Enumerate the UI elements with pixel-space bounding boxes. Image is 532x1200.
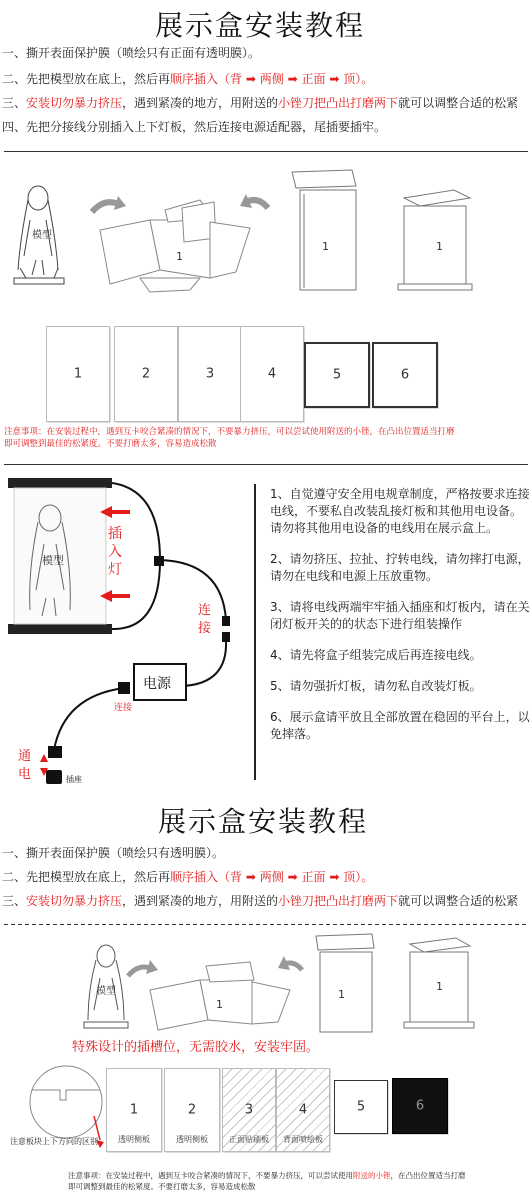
caution-note: 注意事项：在安装过程中，遇到互卡咬合紧凑的情况下，不要暴力挤压，可以尝试使用附送的小锉，在凸出位置适当打磨 即可调整到最佳的松紧度。不要打磨太多，容易造成松散 <box>4 427 455 449</box>
rule-item: 6、展示盒请平放且全部放置在稳固的平台上，以免摔落。 <box>270 710 530 741</box>
step-2: 二、先把模型放在底上，然后再顺序插入（背 ➡ 两侧 ➡ 正面 ➡ 顶）。 <box>2 870 374 884</box>
step-3: 三、安装切勿暴力挤压，遇到紧凑的地方，用附送的小锉刀把凸出打磨两下就可以调整合适的松紧 <box>2 894 519 908</box>
svg-text:模型: 模型 <box>96 986 116 997</box>
unfolded-box <box>150 962 290 1030</box>
model-label: 模型 <box>32 230 52 241</box>
curved-arrow-icon <box>128 967 150 976</box>
panel-1: 1 透明侧板 <box>106 1068 162 1152</box>
arrow-up-icon <box>40 754 48 762</box>
arrow-right-icon: ➡ <box>287 72 298 86</box>
panel-4: 4 背面喷绘板 <box>276 1068 330 1152</box>
panel-6: 6 <box>372 342 438 408</box>
divider <box>4 464 528 465</box>
svg-text:1: 1 <box>436 980 443 993</box>
arrow-right-icon: ➡ <box>245 72 256 86</box>
open-box <box>316 934 374 1032</box>
rule-item: 4、请先将盒子组装完成后再连接电线。 <box>270 648 482 662</box>
divider-vertical <box>254 484 256 780</box>
svg-text:1: 1 <box>216 998 223 1011</box>
panel-2: 2 <box>114 326 178 422</box>
svg-text:插: 插 <box>108 526 122 542</box>
slot-caption: 特殊设计的插槽位，无需胶水，安装牢固。 <box>72 1040 320 1055</box>
svg-text:1: 1 <box>436 240 443 253</box>
svg-text:电源: 电源 <box>143 676 171 692</box>
connector-icon <box>222 616 230 626</box>
panel-3: 3 <box>178 326 242 422</box>
svg-text:1: 1 <box>338 988 345 1001</box>
svg-text:灯: 灯 <box>108 562 122 578</box>
divider-dashed <box>4 924 528 925</box>
assembly-illustration-2 <box>0 930 532 1040</box>
panel-6: 6 <box>392 1078 448 1134</box>
caution-note-2: 注意事项：在安装过程中，遇到互卡咬合紧凑的情况下，不要暴力挤压，可以尝试使用附送的小锉，在凸出位置适当打磨 即可调整到最佳的松紧度。不要打磨太多，容易造成松散 <box>68 1171 466 1191</box>
rule-item: 5、请勿强折灯板，请勿私自改装灯板。 <box>270 679 482 693</box>
svg-text:电: 电 <box>18 767 32 782</box>
plug-icon <box>48 746 62 758</box>
svg-text:连: 连 <box>198 603 212 618</box>
open-box <box>292 170 356 290</box>
unfolded-box <box>100 200 250 292</box>
power-wire <box>182 640 226 686</box>
bottom-light-board <box>8 624 112 634</box>
arrow-right-icon: ➡ <box>329 72 340 86</box>
svg-text:插座: 插座 <box>66 775 82 784</box>
step-1: 一、撕开表面保护膜（喷绘只有透明膜）。 <box>2 846 225 860</box>
page-title: 展示盒安装教程 <box>155 9 366 42</box>
splitter-icon <box>154 556 164 566</box>
rule-item: 2、请勿挤压、拉扯、拧转电线，请勿摔打电源，请勿在电线和电源上压放重物。 <box>270 552 530 583</box>
connector-icon <box>222 632 230 642</box>
assembly-illustration <box>0 160 532 300</box>
panel-3: 3 正面贴刷板 <box>222 1068 276 1152</box>
panel-5: 5 <box>304 342 370 408</box>
plug-wire <box>54 688 124 750</box>
svg-text:通: 通 <box>18 749 32 764</box>
safety-rules <box>270 486 532 743</box>
socket-icon <box>46 770 62 784</box>
panel-4: 4 <box>240 326 304 422</box>
zoom-circle <box>30 1066 102 1138</box>
svg-text:1: 1 <box>176 250 183 263</box>
page-title-2: 展示盒安装教程 <box>158 805 369 838</box>
panel-1: 1 <box>46 326 110 422</box>
step-2: 二、先把模型放在底上，然后再顺序插入（背 ➡ 两侧 ➡ 正面 ➡ 顶）。 <box>2 72 374 86</box>
svg-text:1: 1 <box>322 240 329 253</box>
svg-text:入: 入 <box>108 544 122 560</box>
direction-note: 注意板块上下方向的区别 <box>10 1137 98 1146</box>
curved-arrow-icon <box>92 202 118 212</box>
arrow-right-icon: ➡ <box>245 870 256 884</box>
divider <box>4 151 528 152</box>
closed-box <box>398 190 472 290</box>
wiring-diagram <box>0 470 260 790</box>
step-3: 三、安装切勿暴力挤压，遇到紧凑的地方，用附送的小锉刀把凸出打磨两下就可以调整合适的松紧 <box>2 96 519 110</box>
panel-5: 5 <box>334 1080 388 1134</box>
model-label: 模型 <box>42 554 64 567</box>
svg-text:连接: 连接 <box>114 703 133 713</box>
rule-item: 3、请将电线两端牢牢插入插座和灯板内，请在关闭灯板开关的的状态下进行组装操作 <box>270 600 530 631</box>
plug-icon <box>118 682 130 694</box>
top-light-board <box>8 478 112 488</box>
arrow-right-icon: ➡ <box>287 870 298 884</box>
step-4: 四、先把分接线分别插入上下灯板，然后连接电源适配器，尾插要插牢。 <box>2 120 387 134</box>
svg-text:接: 接 <box>198 621 212 636</box>
rule-item: 1、自觉遵守安全用电规章制度，严格按要求连接电线，不要私自改装乱接灯板和其他用电设备。请勿将其他用电设备的电线用在展示盒上。 <box>270 487 530 535</box>
step-1: 一、撕开表面保护膜（喷绘只有正面有透明膜）。 <box>2 46 261 60</box>
arrow-right-icon: ➡ <box>329 870 340 884</box>
connector-wire <box>160 560 226 620</box>
panel-2: 2 透明侧板 <box>164 1068 220 1152</box>
